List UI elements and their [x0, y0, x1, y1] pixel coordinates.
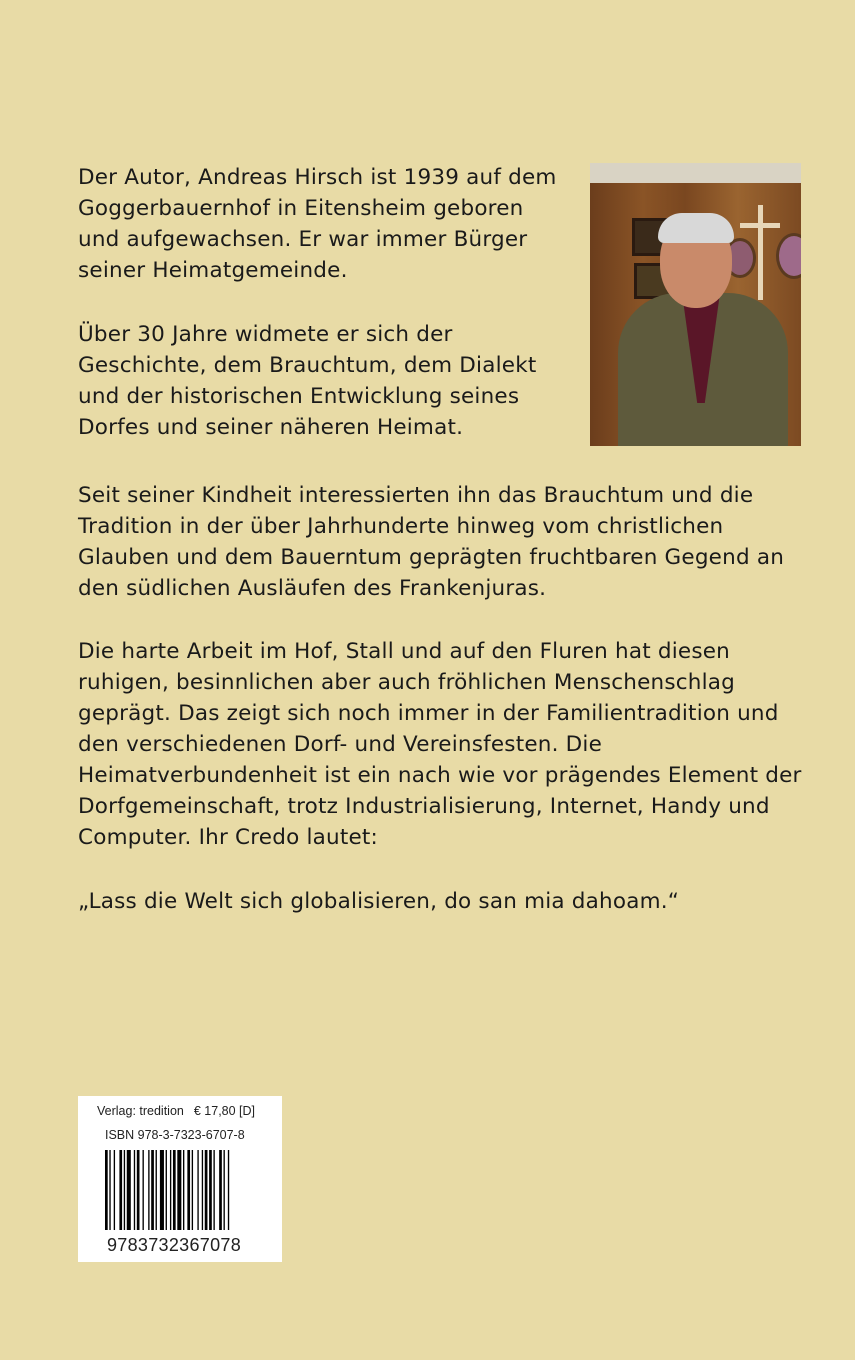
publisher-label: Verlag: tredition	[97, 1104, 184, 1118]
price-label: € 17,80 [D]	[193, 1104, 256, 1118]
isbn-label: ISBN 978-3-7323-6707-8	[105, 1128, 245, 1142]
bio-paragraph-2: Über 30 Jahre widmete er sich der Geschichte, dem Brauchtum, dem Dialekt und der historischen Entwicklung seines Dorfes und seiner näheren Heimat.	[78, 322, 537, 440]
bio-paragraph-1: Der Autor, Andreas Hirsch ist 1939 auf dem Goggerbauernhof in Eitensheim geboren und aufgewachsen. Er war immer Bürger seiner Heimatgemeinde.	[78, 165, 557, 283]
barcode-digits: 9783732367078	[107, 1235, 242, 1255]
credo-quote: „Lass die Welt sich globalisieren, do san mia dahoam.“	[78, 889, 680, 914]
bio-paragraph-3: Seit seiner Kindheit interessierten ihn das Brauchtum und die Tradition in der über Jahrhunderte hinweg vom christlichen Glauben und dem Bauerntum geprägten fruchtbaren Gegend an den südlichen Ausläufen des Frankenjuras.	[78, 483, 785, 601]
author-photo	[590, 163, 801, 446]
barcode-box	[78, 1096, 282, 1262]
barcode-bars	[105, 1150, 257, 1230]
bio-paragraph-4: Die harte Arbeit im Hof, Stall und auf den Fluren hat diesen ruhigen, besinnlichen aber auch fröhlichen Menschenschlag geprägt. Das zeigt sich noch immer in der Familientradition und den verschiedenen Dorf- und Vereinsfesten. Die Heimatverbundenheit ist ein nach wie vor prägendes Element der Dorfgemeinschaft, trotz Industrialisierung, Internet, Handy und Computer. Ihr Credo lautet:	[78, 639, 802, 850]
